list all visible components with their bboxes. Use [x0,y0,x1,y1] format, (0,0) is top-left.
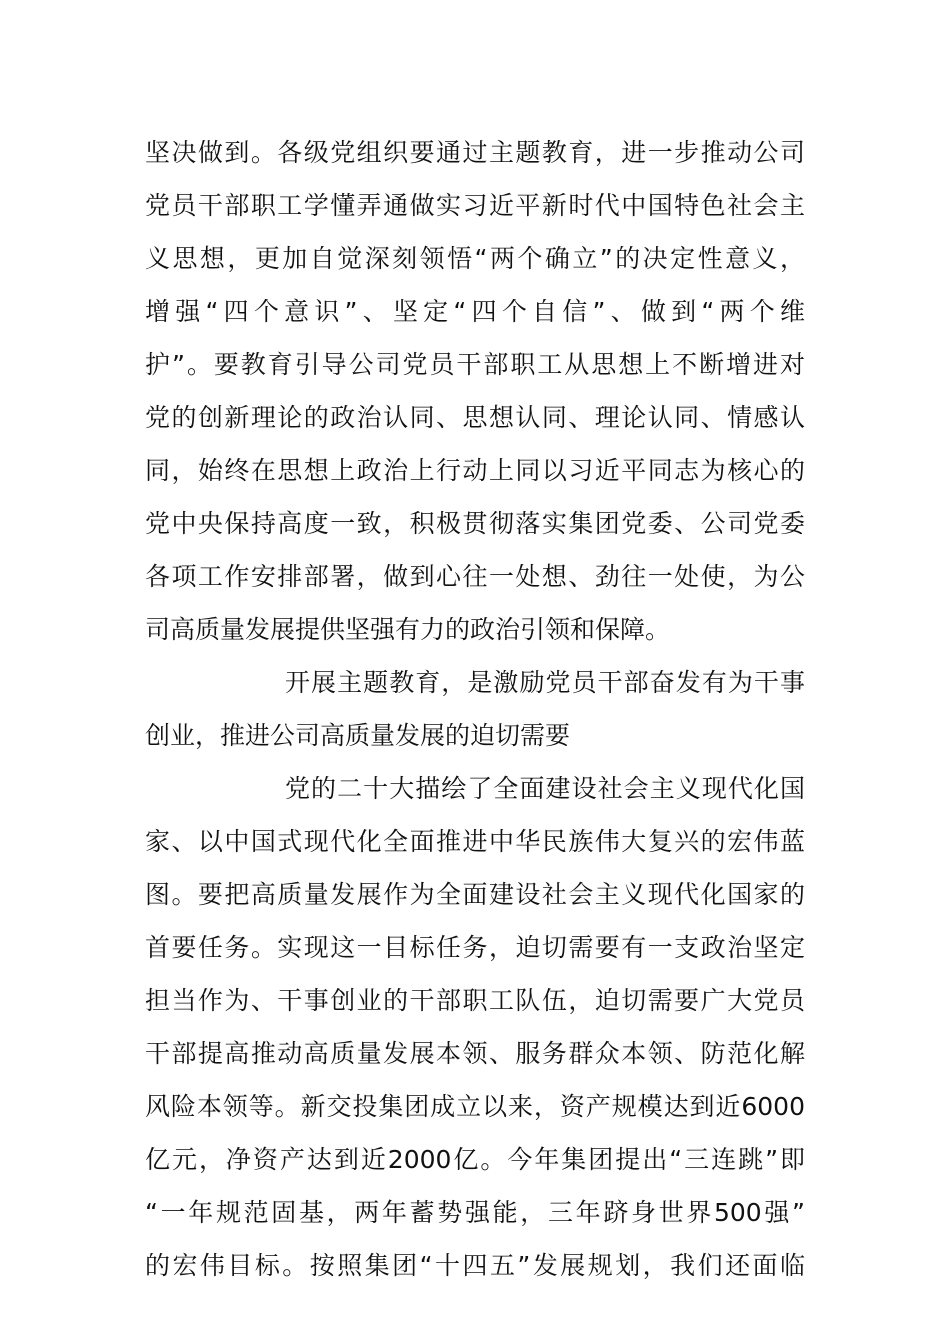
text-line: 首要任务。实现这一目标任务，迫切需要有一支政治坚定 [145,933,805,962]
text-line: 党的二十大描绘了全面建设社会主义现代化国 [285,774,805,803]
text-line: 风险本领等。新交投集团成立以来，资产规模达到近6000 [145,1092,805,1121]
section-heading-line: 开展主题教育，是激励党员干部奋发有为干事 [285,668,805,697]
text-line: “一年规范固基，两年蓄势强能，三年跻身世界500强” [145,1198,805,1227]
text-line: 司高质量发展提供坚强有力的政治引领和保障。 [145,615,671,644]
text-line: 干部提高推动高质量发展本领、服务群众本领、防范化解 [145,1039,805,1068]
text-line: 同，始终在思想上政治上行动上同以习近平同志为核心的 [145,456,805,485]
text-line: 亿元，净资产达到近2000亿。今年集团提出“三连跳”即 [145,1145,805,1174]
text-line: 党中央保持高度一致，积极贯彻落实集团党委、公司党委 [145,509,805,538]
text-line: 护”。要教育引导公司党员干部职工从思想上不断增进对 [145,350,805,379]
text-line: 党员干部职工学懂弄通做实习近平新时代中国特色社会主 [145,191,805,220]
text-line: 坚决做到。各级党组织要通过主题教育，进一步推动公司 [145,138,805,167]
text-line: 义思想，更加自觉深刻领悟“两个确立”的决定性意义， [145,244,805,273]
text-line: 各项工作安排部署，做到心往一处想、劲往一处使，为公 [145,562,805,591]
section-heading-line: 创业，推进公司高质量发展的迫切需要 [145,721,571,750]
text-line: 党的创新理论的政治认同、思想认同、理论认同、情感认 [145,403,805,432]
text-line: 的宏伟目标。按照集团“十四五”发展规划，我们还面临 [145,1251,805,1280]
text-line: 家、以中国式现代化全面推进中华民族伟大复兴的宏伟蓝 [145,827,805,856]
text-line: 图。要把高质量发展作为全面建设社会主义现代化国家的 [145,880,805,909]
text-line: 担当作为、干事创业的干部职工队伍，迫切需要广大党员 [145,986,805,1015]
text-line: 增强“四个意识”、坚定“四个自信”、做到“两个维 [145,297,805,326]
